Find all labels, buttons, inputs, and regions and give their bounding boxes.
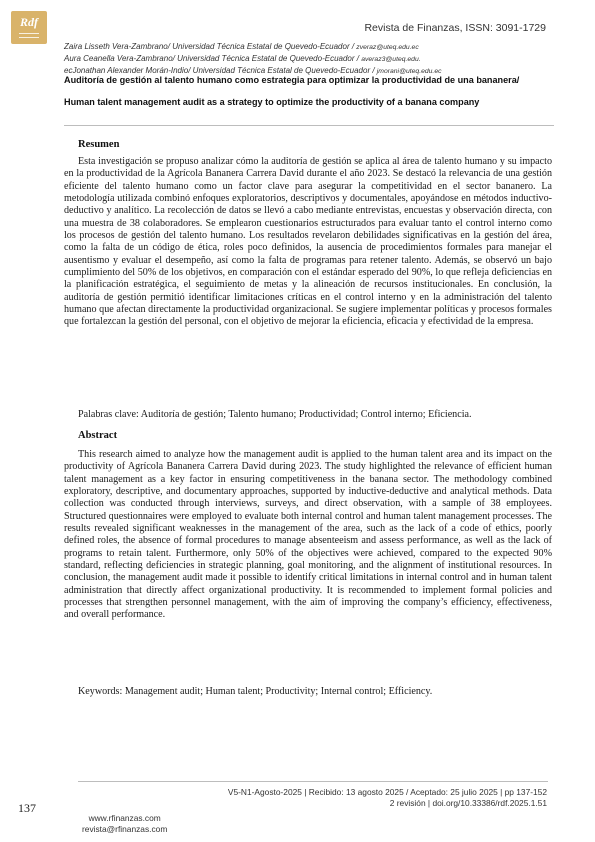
doi-link[interactable]: 2 revisión | doi.org/10.33386/rdf.2025.1.51: [389, 798, 547, 809]
page-number: 137: [18, 801, 36, 815]
resumen-text: Esta investigación se propuso analizar cómo la auditoría de gestión se aplica al área de talento humano y su impacto en la productividad de la Agrícola Bananera Carrera David durante el año 2023. Se destacó la relevancia de una gestión eficiente del talento humano como un factor clave para asegurar la competitividad en el sector bananero. La metodología utilizada combinó enfoques exploratorios, descriptivos y documentales, apoyándose en métodos inductivo-deductivo y analítico. La recolección de datos se llevó a cabo mediante entrevistas, encuestas y observación directa, con una muestra de 38 colaboradores. Se emplearon cuestionarios estructurados para evaluar tanto el control interno como los procesos de gestión del talento humano. Los resultados revelaron debilidades significativas en la gestión del área, como la falta de un código de ética, roles poco definidos, la ausencia de procedimientos formales para manejar el ausentismo y evaluar el desempeño, así como la falta de programas para retener talento. Además, se observó un bajo cumplimiento del 50% de los objetivos, en comparación con el estándar esperado del 90%, lo que refleja deficiencias en la planificación estratégica, el seguimiento de metas y la alineación de recursos institucionales. En conclusión, la auditoría de gestión permitió identificar limitaciones críticas en el control interno y en la administración del talento humano que afectan directamente la productividad organizacional. Se sugiere implementar políticas y procesos formales que fortalezcan la gestión del personal, con el objetivo de mejorar la eficiencia, eficacia y efectividad de la empresa.: [64, 156, 552, 328]
resumen-keywords: Palabras clave: Auditoría de gestión; Talento humano; Productividad; Control interno; Eficiencia.: [78, 409, 472, 420]
resumen-body: [64, 156, 552, 329]
abstract-text: This research aimed to analyze how the management audit is applied to the human talent area and its impact on the productivity of Agrícola Bananera Carrera David during 2023. The study highlighted the relevance of efficient human talent management as a key factor in ensuring competitiveness in the banana sector. The methodology combined exploratory, descriptive, and documentary approaches, supported by inductive-deductive and analytical methods. Data collection was conducted through interviews, surveys, and direct observation, with a sample of 38 employees. Structured questionnaires were employed to evaluate both internal control and human talent management processes. The results revealed significant weaknesses in the management of the area, such as the lack of a code of ethics, poorly defined roles, the absence of formal procedures to manage absenteeism and assess performance, as well as the lack of programs to retain talent. Furthermore, only 50% of the objectives were achieved, compared to the expected 90% standard, reflecting deficiencies in strategic planning, goal monitoring, and the alignment of institutional resources. In conclusion, the management audit made it possible to identify critical limitations in internal control and in human talent administration that directly affect organizational productivity. It is recommended to implement formal policies and processes that strengthen personnel management, with the aim of improving the company’s efficiency, effectiveness, and overall performance.: [64, 449, 552, 621]
author-name: ecJonathan Alexander Morán-Indio/ Universidad Técnica Estatal de Quevedo-Ecuador /: [64, 65, 377, 75]
author-name: Zaira Lisseth Vera-Zambrano/ Universidad Técnica Estatal de Quevedo-Ecuador /: [64, 42, 357, 51]
journal-logo: [11, 11, 47, 44]
author-line: [64, 42, 554, 54]
author-line: [64, 54, 554, 66]
abstract-keywords: Keywords: Management audit; Human talent; Productivity; Internal control; Efficiency.: [78, 686, 433, 697]
journal-issn: Revista de Finanzas, ISSN: 3091-1729: [364, 22, 546, 34]
author-email[interactable]: jmorani@uteq.edu.ec: [376, 67, 442, 75]
title-spanish: Auditoría de gestión al talento humano como estrategia para optimizar la productividad de una bananera/: [64, 75, 520, 85]
website-link[interactable]: www.rfinanzas.com: [88, 813, 161, 823]
author-email[interactable]: zveraz@uteq.edu.ec: [356, 44, 419, 51]
author-name: Aura Ceanella Vera-Zambrano/ Universidad Técnica Estatal de Quevedo-Ecuador /: [64, 53, 362, 63]
logo-divider: [19, 33, 39, 34]
footer-contact: [82, 813, 167, 835]
publication-dates: V5-N1-Agosto-2025 | Recibido: 13 agosto 2025 / Aceptado: 25 julio 2025 | pp 137-152: [227, 787, 547, 797]
title-english: Human talent management audit as a strategy to optimize the productivity of a banana company: [64, 97, 480, 107]
resumen-heading: Resumen: [78, 139, 120, 150]
footer-divider: [78, 781, 548, 782]
abstract-heading: Abstract: [78, 430, 118, 441]
author-email[interactable]: averaz3@uteq.edu.: [361, 55, 421, 63]
logo-text: Rdf: [20, 15, 38, 29]
header-divider: [64, 125, 554, 126]
abstract-body: [64, 449, 552, 622]
logo-divider: [19, 37, 39, 38]
contact-email[interactable]: revista@rfinanzas.com: [82, 823, 168, 834]
publication-info: [228, 787, 547, 809]
author-list: [64, 42, 554, 77]
